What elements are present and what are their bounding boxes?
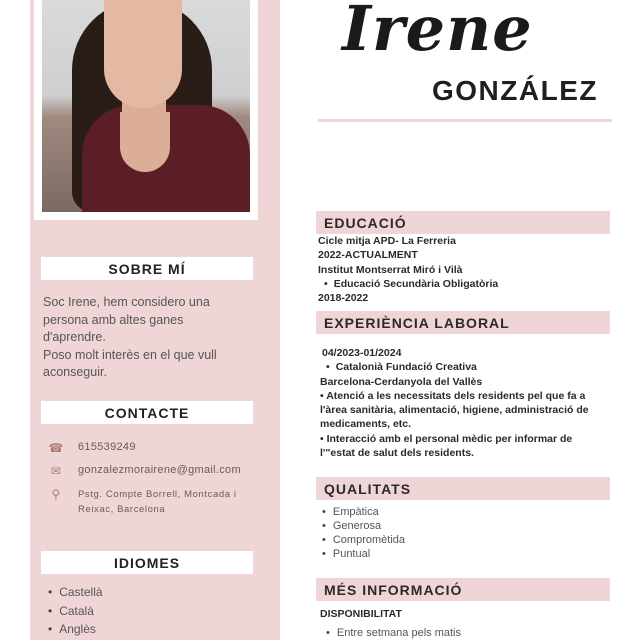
education-block	[318, 234, 610, 305]
qualities-heading: QUALITATS	[316, 477, 610, 500]
mail-icon: ✉	[50, 464, 62, 478]
about-text	[43, 294, 258, 382]
education-line: 2022-ACTUALMENT	[318, 249, 418, 262]
experience-location: Barcelona-Cerdanyola del Vallès	[320, 375, 483, 388]
address-line: Reixac, Barcelona	[78, 504, 166, 515]
address-line: Pstg. Compte Borrell, Montcada i	[78, 489, 237, 500]
languages-list	[48, 583, 103, 639]
experience-period: 04/2023-01/2024	[322, 347, 402, 359]
last-name: GONZÁLEZ	[432, 75, 598, 106]
list-item: • Empàtica	[322, 505, 405, 519]
contact-address-row	[48, 487, 253, 517]
experience-duty: l'"estat de salut dels residents.	[320, 447, 474, 460]
contact-heading: CONTACTE	[41, 401, 253, 424]
education-line: Cicle mitja APD- La Ferreria	[318, 235, 456, 247]
contact-address	[78, 487, 253, 517]
experience-duty: • Atenció a les necessitats dels residents pel que fa a	[320, 389, 586, 402]
profile-photo	[42, 0, 250, 212]
experience-duty: medicaments, etc.	[320, 418, 412, 431]
about-line: aconseguir.	[43, 365, 107, 379]
list-item: • Català	[48, 602, 103, 621]
list-item: • Compromètida	[322, 533, 405, 547]
experience-company: • Catalonià Fundació Creativa	[320, 360, 612, 374]
education-line: Institut Montserrat Miró i Vilà	[318, 263, 463, 276]
contact-phone-row	[48, 441, 136, 455]
list-item: • Entre setmana pels matis	[326, 626, 461, 640]
about-line: Poso molt interès en el que vull	[43, 347, 217, 362]
list-item: • Puntual	[322, 547, 405, 561]
list-item: • Castellà	[48, 583, 103, 602]
contact-email-row	[48, 464, 241, 478]
contact-email[interactable]: gonzalezmorairene@gmail.com	[78, 464, 241, 476]
contact-phone[interactable]: 615539249	[78, 441, 136, 453]
list-item: • Generosa	[322, 519, 405, 533]
education-line: 2018-2022	[318, 292, 369, 305]
location-pin-icon: ⚲	[51, 487, 61, 501]
name-divider	[318, 119, 612, 122]
education-line: • Educació Secundària Obligatòria	[318, 277, 610, 291]
list-item: • Anglès	[48, 620, 103, 639]
phone-icon: ☎	[48, 441, 64, 455]
experience-duty: • Interacció amb el personal mèdic per informar de	[320, 432, 573, 445]
education-heading: EDUCACIÓ	[316, 211, 610, 234]
about-line: persona amb altes ganes	[43, 312, 184, 327]
profile-photo-frame	[34, 0, 258, 220]
languages-heading: IDIOMES	[41, 551, 253, 574]
about-line: d'aprendre.	[43, 330, 106, 344]
qualities-list	[322, 505, 405, 561]
availability-list	[326, 626, 461, 640]
experience-heading: EXPERIÈNCIA LABORAL	[316, 311, 610, 334]
experience-block	[320, 346, 612, 460]
first-name: Irene	[342, 0, 533, 65]
availability-heading: DISPONIBILITAT	[320, 608, 402, 620]
about-line: Soc Irene, hem considero una	[43, 295, 210, 309]
more-info-heading: MÉS INFORMACIÓ	[316, 578, 610, 601]
about-heading: SOBRE MÍ	[41, 257, 253, 280]
experience-duty: l'àrea sanitària, alimentació, higiene, administració de	[320, 404, 589, 417]
more-info-block	[320, 607, 612, 621]
